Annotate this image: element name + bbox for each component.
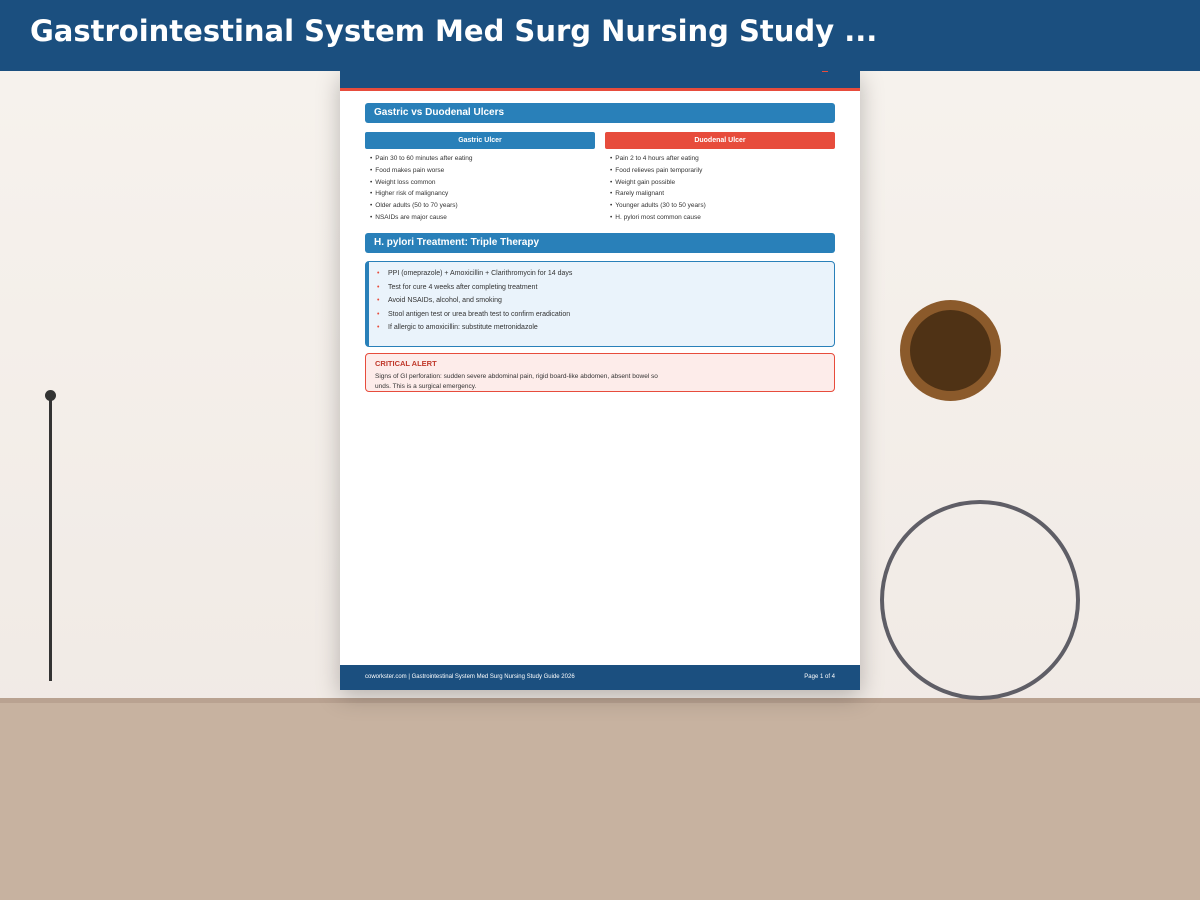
bullet-icon: •	[377, 310, 380, 318]
list-item-text: Stool antigen test or urea breath test to confirm eradication	[388, 310, 571, 318]
list-item	[377, 281, 572, 295]
list-item: • H. pylori most common cause	[605, 212, 835, 224]
list-item: • Weight loss common	[365, 177, 595, 189]
bullet-icon: •	[377, 324, 380, 332]
list-item: • Pain 2 to 4 hours after eating	[605, 153, 835, 165]
list-item: • NSAIDs are major cause	[365, 212, 595, 224]
critical-alert-box	[365, 353, 835, 392]
pen	[49, 396, 52, 681]
document-page	[340, 71, 860, 690]
bullet-icon: •	[377, 270, 380, 277]
section-header-ulcers: Gastric vs Duodenal Ulcers	[365, 103, 835, 123]
list-item: • Older adults (50 to 70 years)	[365, 200, 595, 212]
section-header-treatment: H. pylori Treatment: Triple Therapy	[365, 233, 835, 253]
list-item: • Higher risk of malignancy	[365, 188, 595, 200]
document-header-band	[340, 71, 860, 91]
list-item-text: Test for cure 4 weeks after completing treatment	[388, 283, 538, 291]
title-bar	[0, 0, 1200, 71]
list-item	[377, 321, 572, 335]
page-number: Page 1 of 4	[804, 674, 835, 680]
bullet-icon: •	[377, 297, 380, 305]
list-item: • Younger adults (30 to 50 years)	[605, 200, 835, 212]
list-item	[377, 294, 572, 308]
coffee-liquid	[910, 310, 991, 391]
list-item-text: Avoid NSAIDs, alcohol, and smoking	[388, 297, 502, 305]
stethoscope	[880, 500, 1080, 700]
footer-source: coworkster.com | Gastrointestinal System Med Surg Nursing Study Guide 2026	[365, 674, 575, 680]
list-item: • Pain 30 to 60 minutes after eating	[365, 153, 595, 165]
list-item: • Food makes pain worse	[365, 165, 595, 177]
gastric-ulcer-header: Gastric Ulcer	[365, 132, 595, 149]
alert-title: CRITICAL ALERT	[375, 359, 437, 368]
duodenal-ulcer-list	[605, 153, 835, 224]
bullet-icon: •	[377, 283, 380, 291]
duodenal-ulcer-header: Duodenal Ulcer	[605, 132, 835, 149]
page-title: Gastrointestinal System Med Surg Nursing Study ...	[30, 14, 878, 48]
list-item-text: If allergic to amoxicillin: substitute metronidazole	[388, 324, 538, 332]
document-footer	[340, 665, 860, 690]
list-item: • Weight gain possible	[605, 177, 835, 189]
list-item: • Rarely malignant	[605, 188, 835, 200]
treatment-list	[377, 267, 572, 335]
desk-surface	[0, 698, 1200, 900]
list-item	[377, 308, 572, 322]
coffee-cup	[900, 300, 1001, 401]
header-mark	[822, 71, 828, 72]
treatment-box	[365, 261, 835, 347]
list-item-text: PPI (omeprazole) + Amoxicillin + Clarithromycin for 14 days	[388, 270, 573, 277]
list-item: • Food relieves pain temporarily	[605, 165, 835, 177]
alert-text: Signs of GI perforation: sudden severe abdominal pain, rigid board-like abdomen, absent bowel sounds. This is a surgical emergency.	[375, 373, 658, 390]
gastric-ulcer-list	[365, 153, 595, 224]
list-item	[377, 267, 572, 281]
